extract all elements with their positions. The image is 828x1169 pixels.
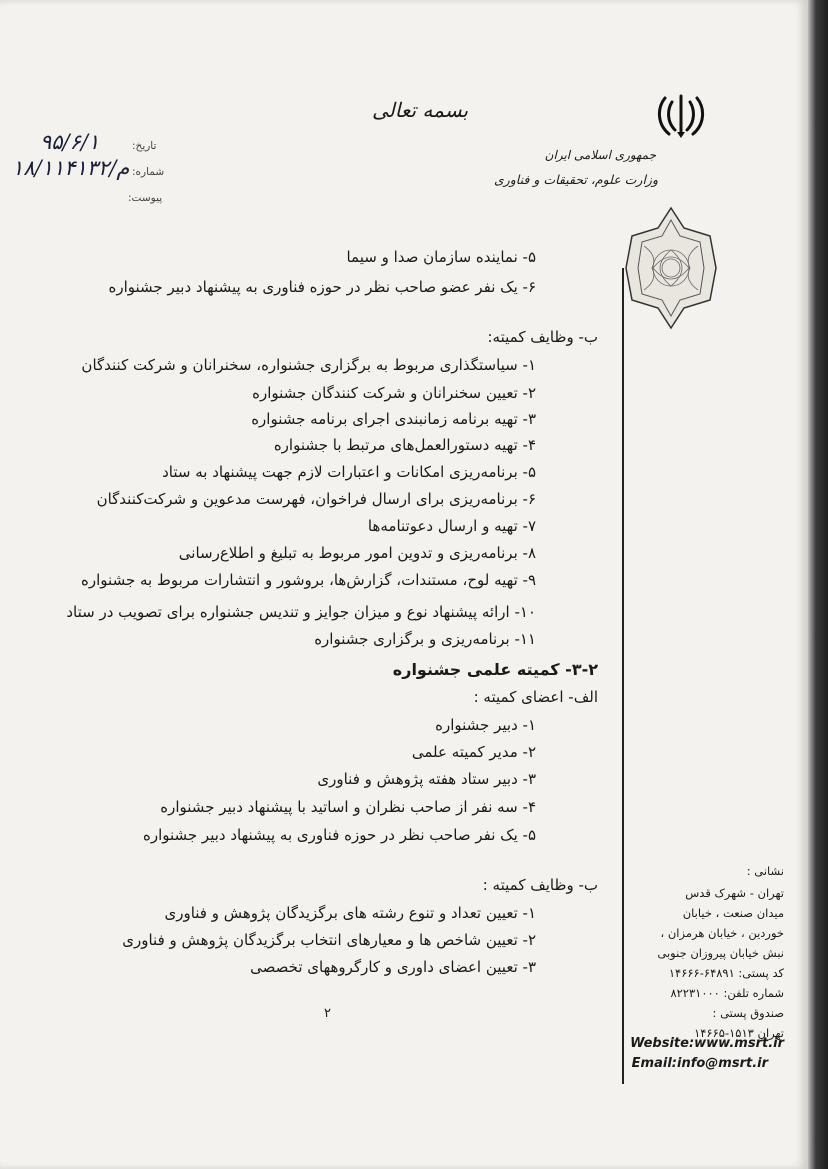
po-box: تهران ۱۵۱۳-۱۴۶۶۵ <box>694 1026 784 1040</box>
list-item: ۵- نماینده سازمان صدا و سیما <box>346 248 536 266</box>
date-label: تاریخ: <box>132 140 157 152</box>
list-item: ۱- دبیر جشنواره <box>435 716 536 734</box>
date-value: ۹۵/۶/۱ <box>40 130 100 154</box>
attachment-label: پیوست: <box>128 192 163 204</box>
section-title: ۳-۲- کمیته علمی جشنواره <box>392 660 598 679</box>
section-heading: الف- اعضای کمیته : <box>473 688 598 706</box>
number-label: شماره: <box>132 166 165 178</box>
org-name-line2: وزارت علوم، تحقیقات و فناوری <box>493 172 658 187</box>
list-item: ۷- تهیه و ارسال دعوتنامه‌ها <box>367 517 536 535</box>
phone-number: شماره تلفن: ۸۲۲۳۱۰۰۰ <box>670 986 784 1000</box>
list-item: ۲- تعیین سخنرانان و شرکت کنندگان جشنواره <box>252 384 536 402</box>
list-item: ۳- دبیر ستاد هفته پژوهش و فناوری <box>317 770 536 788</box>
section-heading: ب- وظایف کمیته: <box>487 328 598 346</box>
list-item: ۱- تعیین تعداد و تنوع رشته های برگزیدگان پژوهش و فناوری <box>164 904 536 922</box>
list-item: ۸- برنامه‌ریزی و تدوین امور مربوط به تبلیغ و اطلاع‌رسانی <box>178 544 536 562</box>
page-number: ۲ <box>324 1006 331 1021</box>
website-link[interactable]: Website:www.msrt.ir <box>630 1036 784 1051</box>
list-item: ۲- تعیین شاخص ها و معیارهای انتخاب برگزیدگان پژوهش و فناوری <box>122 931 536 949</box>
list-item: ۱۰- ارائه پیشنهاد نوع و میزان جوایز و تندیس جشنواره برای تصویب در ستاد <box>66 603 536 621</box>
iran-emblem-icon <box>655 92 707 140</box>
list-item: ۳- تعیین اعضای داوری و کارگروههای تخصصی <box>250 958 536 976</box>
basmala: بسمه تعالی <box>372 98 469 122</box>
list-item: ۴- تهیه دستورالعمل‌های مرتبط با جشنواره <box>273 436 536 454</box>
letterhead-divider <box>622 268 624 1084</box>
address-line: میدان صنعت ، خیابان <box>682 906 784 920</box>
list-item: ۹- تهیه لوح، مستندات، گزارش‌ها، بروشور و انتشارات مربوط به جشنواره <box>81 571 536 589</box>
email-link[interactable]: Email:info@msrt.ir <box>631 1056 768 1071</box>
postal-code: کد پستی: ۶۴۸۹۱-۱۴۶۶۶ <box>668 966 784 980</box>
list-item: ۱- سیاستگذاری مربوط به برگزاری جشنواره، سخنرانان و شرکت کنندگان <box>81 356 536 374</box>
address-label: نشانی : <box>746 864 784 878</box>
list-item: ۵- برنامه‌ریزی امکانات و اعتبارات لازم جهت پیشنهاد به ستاد <box>162 463 536 481</box>
number-value: ۱۸/۱۱۴۱۳۲/م <box>12 156 130 180</box>
list-item: ۳- تهیه برنامه زمانبندی اجرای برنامه جشنواره <box>251 410 536 428</box>
address-line: خوردین ، خیابان هرمزان ، <box>660 926 784 940</box>
org-name-line1: جمهوری اسلامی ایران <box>544 148 656 162</box>
ornament-tile-icon <box>624 206 718 330</box>
address-line: نبش خیابان پیروزان جنوبی <box>657 946 784 960</box>
po-box-label: صندوق پستی : <box>712 1006 784 1020</box>
section-heading: ب- وظایف کمیته : <box>482 876 598 894</box>
list-item: ۴- سه نفر از صاحب نظران و اساتید با پیشنهاد دبیر جشنواره <box>160 798 536 816</box>
list-item: ۵- یک نفر صاحب نظر در حوزه فناوری به پیشنهاد دبیر جشنواره <box>142 826 536 844</box>
list-item: ۱۱- برنامه‌ریزی و برگزاری جشنواره <box>314 630 536 648</box>
list-item: ۶- برنامه‌ریزی برای ارسال فراخوان، فهرست مدعوین و شرکت‌کنندگان <box>96 490 536 508</box>
scan-edge <box>808 0 828 1169</box>
list-item: ۲- مدیر کمیته علمی <box>411 743 536 761</box>
address-line: تهران - شهرک قدس <box>685 886 784 900</box>
list-item: ۶- یک نفر عضو صاحب نظر در حوزه فناوری به پیشنهاد دبیر جشنواره <box>108 278 536 296</box>
